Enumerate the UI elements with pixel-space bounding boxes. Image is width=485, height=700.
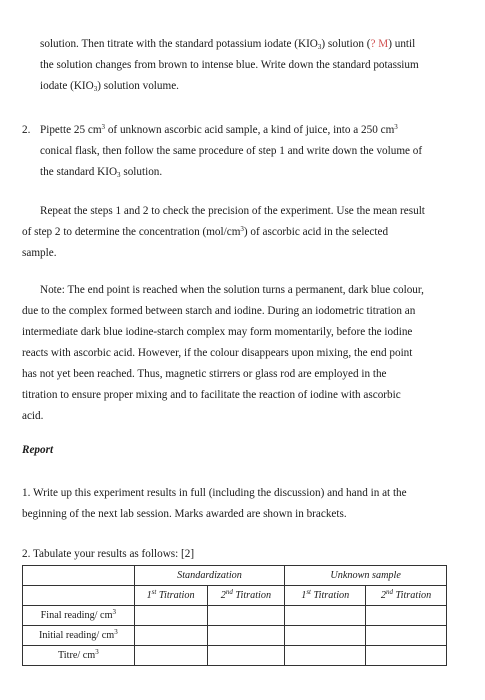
report-item-2 (22, 544, 450, 565)
superscript: 3 (95, 648, 99, 656)
text-span: solution. (120, 166, 163, 178)
table-cell[interactable] (207, 606, 285, 626)
procedure-continuation (40, 34, 450, 97)
table-cell[interactable] (366, 646, 447, 666)
table-cell[interactable] (207, 626, 285, 646)
text-line: beginning of the next lab session. Marks awarded are shown in brackets. (22, 508, 347, 520)
table-cell[interactable] (285, 646, 366, 666)
superscript: st (151, 588, 157, 596)
text-span: Titre/ cm (57, 650, 96, 661)
table-cell[interactable] (134, 646, 207, 666)
step-number: 2. (22, 124, 31, 136)
text-span: the standard KIO (40, 166, 118, 178)
step-2-text (40, 120, 450, 183)
row-label-titre (23, 646, 135, 666)
superscript: 3 (101, 123, 106, 131)
repeat-paragraph (22, 201, 450, 264)
text-line: Repeat the steps 1 and 2 to check the precision of the experiment. Use the mean result (40, 205, 425, 217)
text-span: ) of ascorbic acid in the selected (243, 226, 389, 238)
subscript: 3 (317, 43, 322, 51)
table-row (23, 606, 447, 626)
superscript: 3 (394, 123, 398, 131)
row-label-initial-reading (23, 626, 135, 646)
table-corner-cell (23, 586, 135, 606)
text-span: 1 (301, 590, 307, 601)
text-line: 1. Write up this experiment results in full (including the discussion) and hand in at the (22, 487, 407, 499)
text-line: has not yet been reached. Thus, magnetic stirrers or glass rod are employed in the (22, 368, 387, 380)
table-cell[interactable] (366, 626, 447, 646)
unk-second-titration-header (366, 586, 447, 606)
standardization-header: Standardization (134, 566, 285, 586)
text-span: Titration (156, 590, 195, 601)
text-span: Initial reading/ cm (38, 630, 115, 641)
table-cell[interactable] (285, 606, 366, 626)
text-span: Titration (311, 590, 350, 601)
text-line: reacts with ascorbic acid. However, if the colour disappears upon mixing, the end point (22, 347, 413, 359)
report-heading: Report (22, 444, 54, 456)
text-line: due to the complex formed between starch and iodine. During an iodometric titration an (22, 305, 416, 317)
text-span: 2 (220, 590, 226, 601)
text-span: ) solution volume. (97, 80, 179, 92)
results-table (22, 565, 447, 666)
std-first-titration-header (134, 586, 207, 606)
table-header-row (23, 566, 447, 586)
table-cell[interactable] (134, 626, 207, 646)
text-line: intermediate dark blue iodine-starch complex may form momentarily, before the iodine (22, 326, 413, 338)
report-item-1 (22, 483, 450, 525)
table-subheader-row (23, 586, 447, 606)
table-cell[interactable] (366, 606, 447, 626)
text-span: Titration (393, 590, 432, 601)
superscript: 3 (112, 608, 117, 616)
subscript: 3 (93, 85, 98, 93)
superscript: 3 (114, 628, 118, 636)
std-second-titration-header (207, 586, 285, 606)
text-line: the solution changes from brown to intense blue. Write down the standard potassium (40, 59, 419, 71)
text-line: conical flask, then follow the same procedure of step 1 and write down the volume of (40, 145, 423, 157)
text-span: Titration (232, 590, 272, 601)
row-label-final-reading (23, 606, 135, 626)
text-line (22, 222, 450, 243)
text-line: acid. (22, 410, 44, 422)
text-line (40, 76, 450, 97)
superscript: st (306, 588, 311, 596)
text-line (40, 120, 450, 141)
text-span: ) solution ( (321, 38, 371, 50)
text-line (40, 162, 450, 183)
unknown-sample-header: Unknown sample (285, 566, 447, 586)
table-row (23, 626, 447, 646)
table-cell[interactable] (134, 606, 207, 626)
text-span: iodate (KIO (40, 80, 94, 92)
table-corner-cell (23, 566, 135, 586)
table-cell[interactable] (207, 646, 285, 666)
concentration-placeholder: ? M (370, 38, 389, 50)
text-span: 1 (146, 590, 152, 601)
superscript: 3 (240, 225, 244, 233)
table-cell[interactable] (285, 626, 366, 646)
text-span: of unknown ascorbic acid sample, a kind of juice, into a 250 cm (105, 124, 395, 136)
table-row (23, 646, 447, 666)
text-line: 2. Tabulate your results as follows: [2] (22, 548, 195, 560)
text-line: titration to ensure proper mixing and to facilitate the reaction of iodine with ascorbic (22, 389, 401, 401)
unk-first-titration-header (285, 586, 366, 606)
subscript: 3 (117, 171, 121, 179)
text-line: Note: The end point is reached when the solution turns a permanent, dark blue colour, (40, 284, 424, 296)
text-span: solution. Then titrate with the standard potassium iodate (KIO (40, 38, 318, 50)
text-span: 2 (380, 590, 386, 601)
text-span: Final reading/ cm (40, 610, 113, 621)
superscript: nd (386, 588, 393, 596)
superscript: nd (225, 588, 233, 596)
note-paragraph (22, 280, 450, 427)
text-line: sample. (22, 247, 57, 259)
text-line (40, 34, 450, 55)
text-span: ) until (388, 38, 416, 50)
text-span: Pipette 25 cm (40, 124, 102, 136)
text-span: of step 2 to determine the concentration (mol/cm (22, 226, 241, 238)
